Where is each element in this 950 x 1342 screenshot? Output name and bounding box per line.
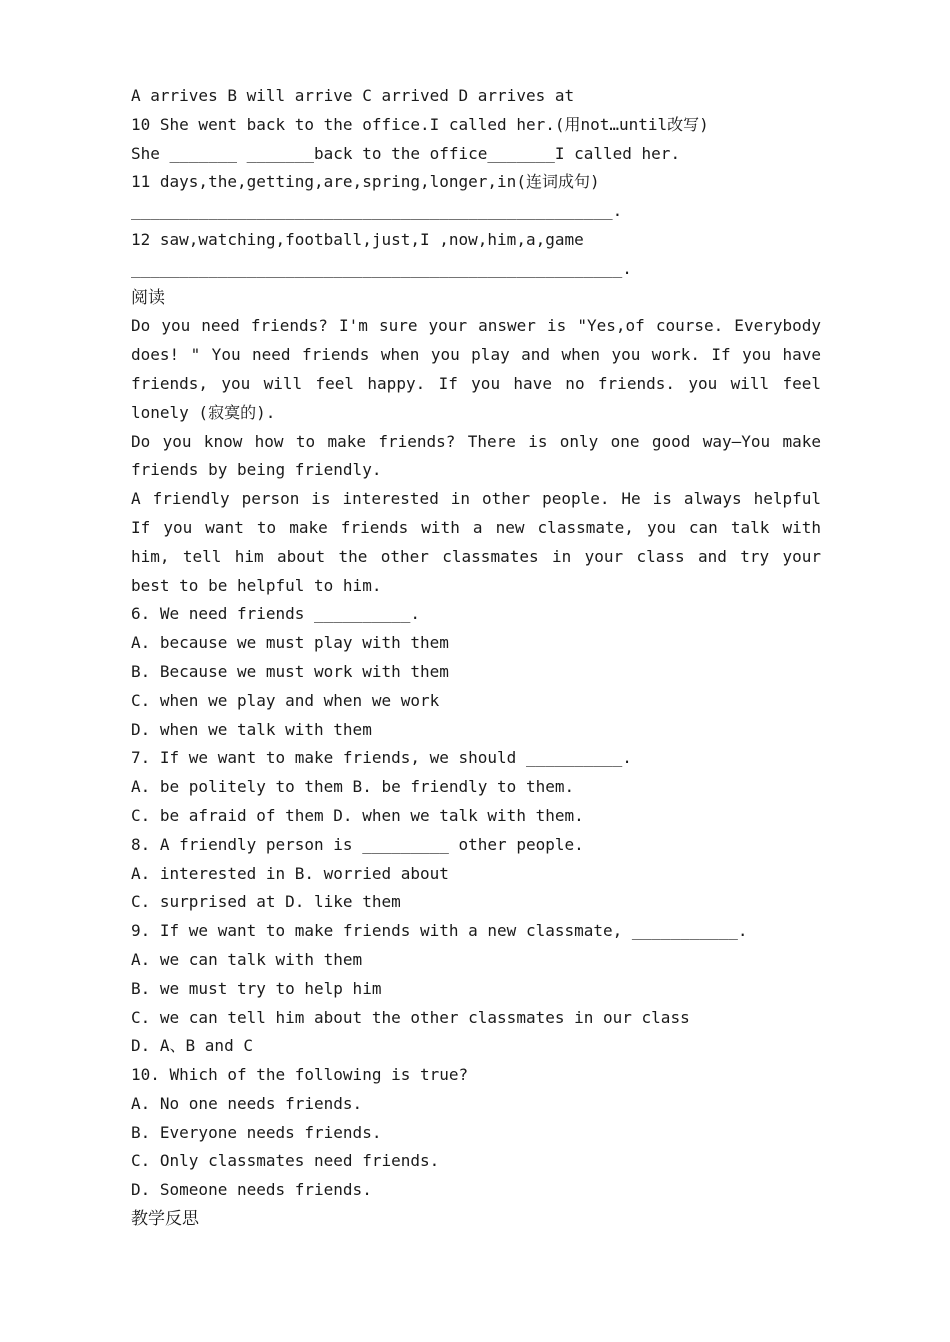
passage-line: best to be helpful to him.	[131, 575, 382, 595]
answer-option: A. interested in B. worried about	[131, 863, 449, 883]
answer-option: A. No one needs friends.	[131, 1093, 363, 1113]
q10-prompt: 10 She went back to the office.I called her.(用not…until改写)	[131, 114, 709, 134]
answer-option: C. Only classmates need friends.	[131, 1151, 440, 1171]
answer-option: B. we must try to help him	[131, 978, 382, 998]
passage-line: friends by being friendly.	[131, 460, 382, 480]
answer-option: C. we can tell him about the other classmates in our class	[131, 1007, 690, 1027]
reflection-heading: 教学反思	[131, 1209, 199, 1230]
answer-option: C. be afraid of them D. when we talk with them.	[131, 805, 584, 825]
q11-answer-blank: __________________________________________________.	[131, 201, 623, 221]
passage-line: him, tell him about the other classmates in your class and try your	[131, 546, 821, 566]
answer-option: A. because we must play with them	[131, 633, 449, 653]
question-10	[131, 1061, 821, 1205]
passage-line: friends, you will feel happy. If you have no friends. you will feel	[131, 373, 821, 393]
answer-option: D. Someone needs friends.	[131, 1180, 372, 1200]
passage-line: Do you know how to make friends? There is only one good way—You make	[131, 431, 821, 451]
question-7	[131, 744, 821, 830]
answer-option: D. A、B and C	[131, 1036, 253, 1056]
answer-option: A. be politely to them B. be friendly to them.	[131, 777, 575, 797]
q10-answer-line: She _______ _______back to the office_______I called her.	[131, 143, 681, 163]
q12-prompt: 12 saw,watching,football,just,I ,now,him,a,game	[131, 229, 584, 249]
passage-line: lonely (寂寞的).	[131, 402, 276, 422]
answer-option: C. when we play and when we work	[131, 690, 440, 710]
reading-passage	[131, 312, 821, 600]
question-9	[131, 917, 821, 1061]
question-stem: 10. Which of the following is true?	[131, 1065, 469, 1085]
passage-line: does! " You need friends when you play and when you work. If you have	[131, 345, 821, 365]
answer-option: B. Because we must work with them	[131, 661, 449, 681]
question-6	[131, 600, 821, 744]
passage-line: If you want to make friends with a new classmate, you can talk with	[131, 517, 821, 537]
answer-option: C. surprised at D. like them	[131, 892, 401, 912]
question-stem: 6. We need friends __________.	[131, 604, 420, 624]
passage-line: Do you need friends? I'm sure your answer is "Yes,of course. Everybody	[131, 316, 821, 336]
answer-option: D. when we talk with them	[131, 719, 372, 739]
answer-option: A. we can talk with them	[131, 949, 363, 969]
answer-option: B. Everyone needs friends.	[131, 1122, 382, 1142]
question-stem: 8. A friendly person is _________ other people.	[131, 834, 584, 854]
q12-answer-blank: ___________________________________________________.	[131, 258, 632, 278]
q9-options: A arrives B will arrive C arrived D arrives at	[131, 86, 575, 105]
q11-prompt: 11 days,the,getting,are,spring,longer,in(连词成句)	[131, 172, 600, 192]
reading-heading: 阅读	[131, 287, 165, 308]
document-page	[131, 82, 821, 1234]
question-stem: 7. If we want to make friends, we should __________.	[131, 748, 632, 768]
question-8	[131, 831, 821, 917]
question-stem: 9. If we want to make friends with a new classmate, ___________.	[131, 921, 748, 941]
passage-line: A friendly person is interested in other people. He is always helpful	[131, 489, 821, 509]
